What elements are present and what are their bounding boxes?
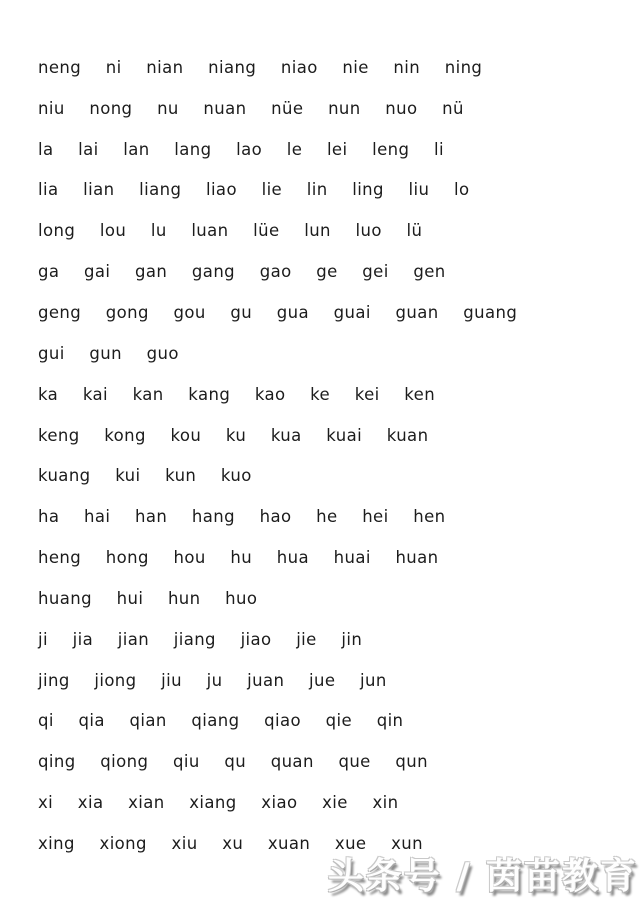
pinyin-row: geng gong gou gu gua guai guan guang — [38, 302, 518, 322]
pinyin-row: huang hui hun huo — [38, 588, 258, 608]
pinyin-row: ji jia jian jiang jiao jie jin — [38, 629, 363, 649]
pinyin-row: gui gun guo — [38, 343, 179, 363]
pinyin-row: xi xia xian xiang xiao xie xin — [38, 793, 399, 813]
pinyin-row: qi qia qian qiang qiao qie qin — [38, 711, 404, 731]
pinyin-row: ka kai kan kang kao ke kei ken — [38, 384, 436, 404]
pinyin-row: ga gai gan gang gao ge gei gen — [38, 262, 446, 282]
pinyin-row: lia lian liang liao lie lin ling liu lo — [38, 180, 470, 200]
pinyin-row: kuang kui kun kuo — [38, 466, 252, 486]
pinyin-row: la lai lan lang lao le lei leng li — [38, 139, 444, 159]
pinyin-row: heng hong hou hu hua huai huan — [38, 548, 439, 568]
pinyin-syllable-list — [38, 47, 630, 864]
pinyin-row: ha hai han hang hao he hei hen — [38, 507, 446, 527]
pinyin-row: keng kong kou ku kua kuai kuan — [38, 425, 429, 445]
pinyin-row: long lou lu luan lüe lun luo lü — [38, 221, 423, 241]
pinyin-row: qing qiong qiu qu quan que qun — [38, 752, 428, 772]
pinyin-row: neng ni nian niang niao nie nin ning — [38, 57, 483, 77]
pinyin-row: jing jiong jiu ju juan jue jun — [38, 670, 387, 690]
watermark-text: 头条号 / 茵苗教育 — [327, 856, 638, 897]
pinyin-row: niu nong nu nuan nüe nun nuo nü — [38, 98, 464, 118]
pinyin-row: xing xiong xiu xu xuan xue xun — [38, 833, 423, 853]
